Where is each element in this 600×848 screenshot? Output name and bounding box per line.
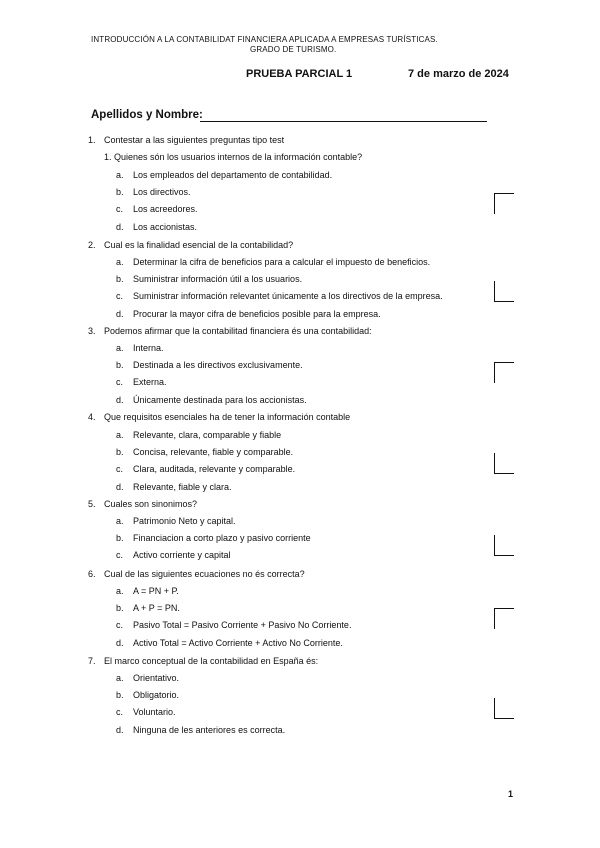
option-letter: c. [116,204,124,215]
option-text: Únicamente destinada para los accionistas. [133,394,307,405]
exam-title: PRUEBA PARCIAL 1 [246,68,353,80]
option-text: Determinar la cifra de beneficios para a calcular el impuesto de beneficios. [133,257,431,267]
option-letter: c. [116,291,124,302]
option-letter: b. [116,447,124,458]
option-text: Pasivo Total = Pasivo Corriente + Pasivo No Corriente. [133,620,352,631]
answer-box-q2[interactable] [494,281,514,302]
option-letter: b. [116,360,124,371]
answer-box-q3[interactable] [494,362,514,383]
option-text: Suministrar información relevantet únicamente a los directivos de la empresa. [133,291,443,302]
option-letter: c. [116,620,124,631]
option-text: Obligatorio. [133,690,180,701]
option-letter: a. [116,170,124,180]
option-letter: b. [116,274,124,285]
option-text: Financiacion a corto plazo y pasivo corriente [133,533,311,544]
question-text: Cual de las siguientes ecuaciones no és correcta? [104,569,305,579]
exam-date: 7 de marzo de 2024 [408,68,509,80]
option-text: Los acreedores. [133,204,198,215]
question-subtext: 1. Quienes són los usuarios internos de la información contable? [104,152,363,162]
degree-title: GRADO DE TURISMO. [250,45,337,54]
option-text: Externa. [133,377,167,388]
question-number: 1. [88,135,96,145]
option-letter: d. [116,221,124,232]
option-text: Activo Total = Activo Corriente + Activo No Corriente. [133,637,343,648]
option-letter: b. [116,187,124,198]
option-letter: b. [116,690,124,701]
question-text: Cuales son sinonimos? [104,499,198,509]
page-number: 1 [508,789,514,799]
option-letter: a. [116,673,124,683]
option-letter: a. [116,343,124,353]
option-letter: d. [116,308,124,319]
option-text: Clara, auditada, relevante y comparable. [133,464,296,475]
answer-box-q5[interactable] [494,535,514,556]
option-letter: a. [116,516,124,526]
question-text: Cual es la finalidad esencial de la contabilidad? [104,240,294,250]
option-letter: c. [116,707,124,718]
name-label: Apellidos y Nombre: [91,109,203,121]
question-number: 6. [88,569,96,579]
option-text: Suministrar información útil a los usuarios. [133,274,303,285]
question-number: 5. [88,499,96,509]
option-text: Destinada a les directivos exclusivamente. [133,360,303,371]
option-letter: d. [116,724,124,735]
answer-box-q6[interactable] [494,608,514,629]
question-text: Contestar a las siguientes preguntas tipo test [104,135,285,145]
option-letter: b. [116,603,124,614]
answer-box-q4[interactable] [494,453,514,474]
question-text: Podemos afirmar que la contabilitad financiera és una contabilidad: [104,326,372,336]
option-text: Orientativo. [133,673,180,683]
question-number: 2. [88,240,96,250]
option-text: Voluntario. [133,707,176,718]
question-text: Que requisitos esenciales ha de tener la información contable [104,412,351,422]
answer-box-q1[interactable] [494,193,514,214]
option-text: A + P = PN. [133,603,180,614]
option-text: Los accionistas. [133,221,198,232]
option-letter: a. [116,430,124,440]
option-letter: d. [116,481,124,492]
option-text: A = PN + P. [133,586,179,596]
option-letter: d. [116,394,124,405]
option-letter: b. [116,533,124,544]
option-text: Concisa, relevante, fiable y comparable. [133,447,294,458]
option-text: Patrimonio Neto y capital. [133,516,236,526]
option-letter: a. [116,586,124,596]
answer-box-q7[interactable] [494,698,514,719]
question-number: 3. [88,326,96,336]
option-letter: d. [116,637,124,648]
option-letter: c. [116,377,124,388]
option-text: Activo corriente y capital [133,550,231,561]
option-text: Relevante, clara, comparable y fiable [133,430,282,440]
question-number: 4. [88,412,96,422]
option-text: Los empleados del departamento de contabilidad. [133,170,333,180]
option-letter: c. [116,464,124,475]
name-input-line[interactable] [200,121,487,122]
option-text: Los directivos. [133,187,191,198]
option-text: Ninguna de les anteriores es correcta. [133,724,286,735]
question-number: 7. [88,656,96,666]
option-text: Procurar la mayor cifra de beneficios posible para la empresa. [133,308,381,319]
question-text: El marco conceptual de la contabilidad en España és: [104,656,319,666]
option-text: Interna. [133,343,164,353]
option-letter: c. [116,550,124,561]
option-text: Relevante, fiable y clara. [133,481,232,492]
option-letter: a. [116,257,124,267]
course-title: INTRODUCCIÓN A LA CONTABILIDAT FINANCIERA APLICADA A EMPRESAS TURÍSTICAS. [91,35,438,44]
